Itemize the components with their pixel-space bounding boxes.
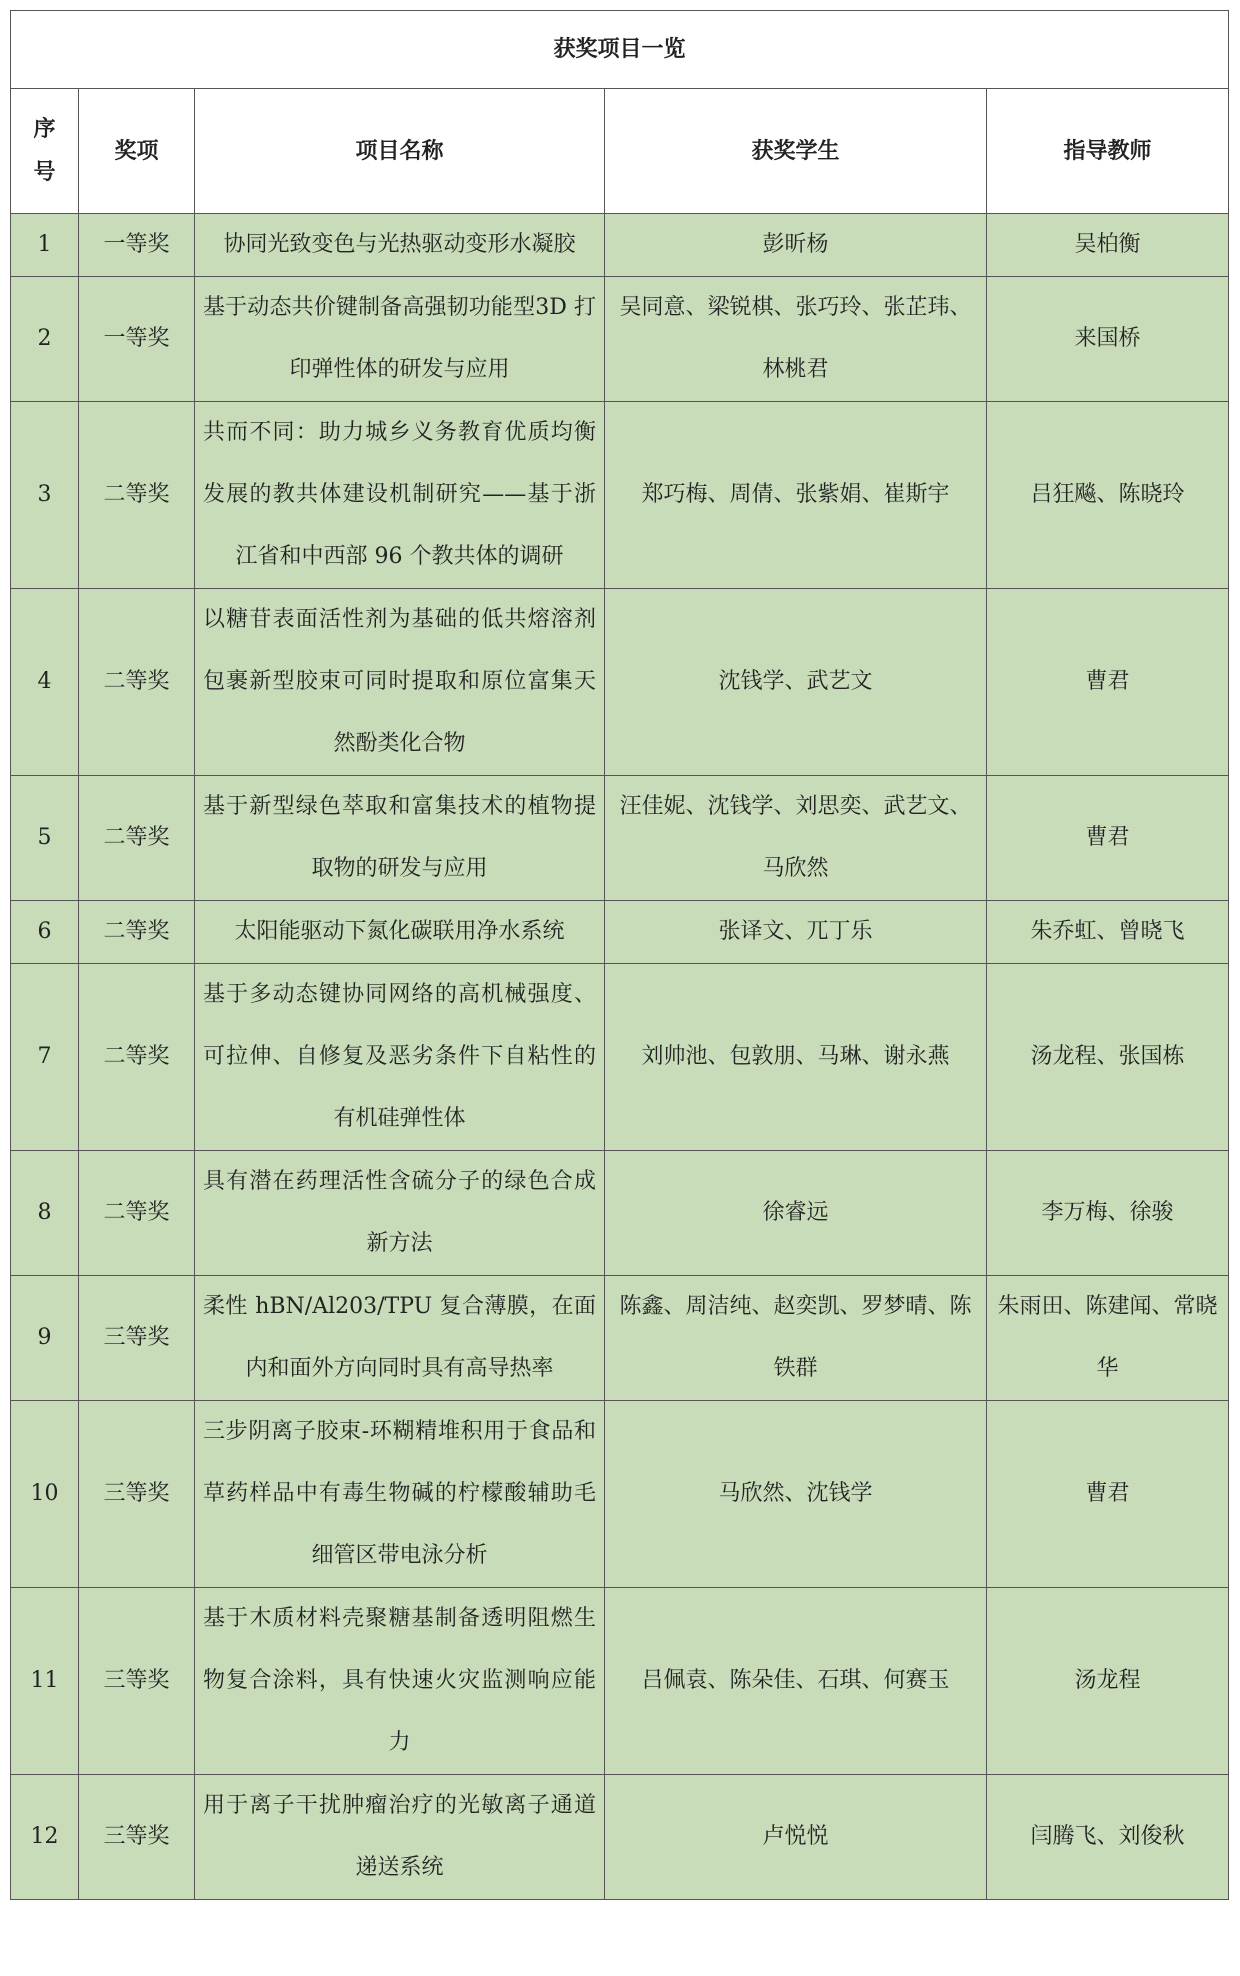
table-row — [11, 214, 1229, 277]
cell-award: 一等奖 — [79, 214, 195, 277]
cell-award: 二等奖 — [79, 589, 195, 776]
table-row — [11, 1276, 1229, 1401]
cell-award: 三等奖 — [79, 1276, 195, 1401]
cell-students: 吕佩袁、陈朵佳、石琪、何赛玉 — [605, 1588, 987, 1775]
cell-project: 太阳能驱动下氮化碳联用净水系统 — [195, 901, 605, 964]
cell-students: 吴同意、梁锐棋、张巧玲、张芷玮、林桃君 — [605, 277, 987, 402]
cell-advisors: 闫腾飞、刘俊秋 — [987, 1775, 1229, 1900]
cell-project: 基于木质材料壳聚糖基制备透明阻燃生物复合涂料，具有快速火灾监测响应能力 — [195, 1588, 605, 1775]
cell-seq: 4 — [11, 589, 79, 776]
header-seq — [11, 89, 79, 214]
awards-table-container — [10, 10, 1228, 1900]
cell-seq: 1 — [11, 214, 79, 277]
table-row — [11, 964, 1229, 1151]
table-row — [11, 1401, 1229, 1588]
table-row — [11, 776, 1229, 901]
cell-seq: 7 — [11, 964, 79, 1151]
cell-students: 郑巧梅、周倩、张紫娟、崔斯宇 — [605, 402, 987, 589]
cell-seq: 11 — [11, 1588, 79, 1775]
cell-advisors: 汤龙程、张国栋 — [987, 964, 1229, 1151]
cell-project: 共而不同：助力城乡义务教育优质均衡发展的教共体建设机制研究——基于浙江省和中西部 96 个教共体的调研 — [195, 402, 605, 589]
cell-seq: 8 — [11, 1151, 79, 1276]
cell-advisors: 吴柏衡 — [987, 214, 1229, 277]
cell-award: 三等奖 — [79, 1401, 195, 1588]
cell-project: 具有潜在药理活性含硫分子的绿色合成新方法 — [195, 1151, 605, 1276]
cell-project: 三步阴离子胶束-环糊精堆积用于食品和草药样品中有毒生物碱的柠檬酸辅助毛细管区带电泳分析 — [195, 1401, 605, 1588]
cell-award: 三等奖 — [79, 1775, 195, 1900]
cell-students: 徐睿远 — [605, 1151, 987, 1276]
table-row — [11, 1775, 1229, 1900]
header-award: 奖项 — [79, 89, 195, 214]
cell-advisors: 汤龙程 — [987, 1588, 1229, 1775]
table-row — [11, 277, 1229, 402]
table-row — [11, 402, 1229, 589]
header-seq-line1: 序 — [33, 116, 56, 142]
cell-students: 卢悦悦 — [605, 1775, 987, 1900]
cell-advisors: 李万梅、徐骏 — [987, 1151, 1229, 1276]
cell-students: 彭昕杨 — [605, 214, 987, 277]
cell-seq: 5 — [11, 776, 79, 901]
cell-project: 基于新型绿色萃取和富集技术的植物提取物的研发与应用 — [195, 776, 605, 901]
header-seq-line2: 号 — [33, 159, 56, 185]
cell-award: 三等奖 — [79, 1588, 195, 1775]
cell-award: 二等奖 — [79, 776, 195, 901]
cell-advisors: 曹君 — [987, 776, 1229, 901]
table-row — [11, 901, 1229, 964]
header-students: 获奖学生 — [605, 89, 987, 214]
cell-seq: 3 — [11, 402, 79, 589]
table-title: 获奖项目一览 — [11, 11, 1229, 89]
table-row — [11, 589, 1229, 776]
cell-advisors: 来国桥 — [987, 277, 1229, 402]
cell-students: 陈鑫、周洁纯、赵奕凯、罗梦晴、陈铁群 — [605, 1276, 987, 1401]
cell-students: 沈钱学、武艺文 — [605, 589, 987, 776]
cell-seq: 6 — [11, 901, 79, 964]
cell-students: 马欣然、沈钱学 — [605, 1401, 987, 1588]
header-project: 项目名称 — [195, 89, 605, 214]
table-header-row — [11, 89, 1229, 214]
cell-project: 以糖苷表面活性剂为基础的低共熔溶剂包裹新型胶束可同时提取和原位富集天然酚类化合物 — [195, 589, 605, 776]
cell-students: 刘帅池、包敦朋、马琳、谢永燕 — [605, 964, 987, 1151]
cell-advisors: 朱雨田、陈建闻、常晓华 — [987, 1276, 1229, 1401]
table-row — [11, 1151, 1229, 1276]
awards-table — [10, 10, 1229, 1900]
cell-project: 柔性 hBN/Al203/TPU 复合薄膜，在面内和面外方向同时具有高导热率 — [195, 1276, 605, 1401]
header-advisors: 指导教师 — [987, 89, 1229, 214]
cell-project: 协同光致变色与光热驱动变形水凝胶 — [195, 214, 605, 277]
cell-advisors: 曹君 — [987, 589, 1229, 776]
cell-project: 用于离子干扰肿瘤治疗的光敏离子通道递送系统 — [195, 1775, 605, 1900]
cell-seq: 10 — [11, 1401, 79, 1588]
cell-award: 二等奖 — [79, 402, 195, 589]
cell-students: 张译文、兀丁乐 — [605, 901, 987, 964]
cell-project: 基于动态共价键制备高强韧功能型3D 打印弹性体的研发与应用 — [195, 277, 605, 402]
cell-advisors: 吕狂飚、陈晓玲 — [987, 402, 1229, 589]
cell-award: 二等奖 — [79, 964, 195, 1151]
cell-award: 一等奖 — [79, 277, 195, 402]
cell-award: 二等奖 — [79, 1151, 195, 1276]
cell-award: 二等奖 — [79, 901, 195, 964]
cell-advisors: 朱乔虹、曾晓飞 — [987, 901, 1229, 964]
table-body — [11, 214, 1229, 1900]
table-row — [11, 1588, 1229, 1775]
cell-seq: 12 — [11, 1775, 79, 1900]
cell-advisors: 曹君 — [987, 1401, 1229, 1588]
cell-seq: 2 — [11, 277, 79, 402]
cell-project: 基于多动态键协同网络的高机械强度、可拉伸、自修复及恶劣条件下自粘性的有机硅弹性体 — [195, 964, 605, 1151]
cell-seq: 9 — [11, 1276, 79, 1401]
cell-students: 汪佳妮、沈钱学、刘思奕、武艺文、马欣然 — [605, 776, 987, 901]
